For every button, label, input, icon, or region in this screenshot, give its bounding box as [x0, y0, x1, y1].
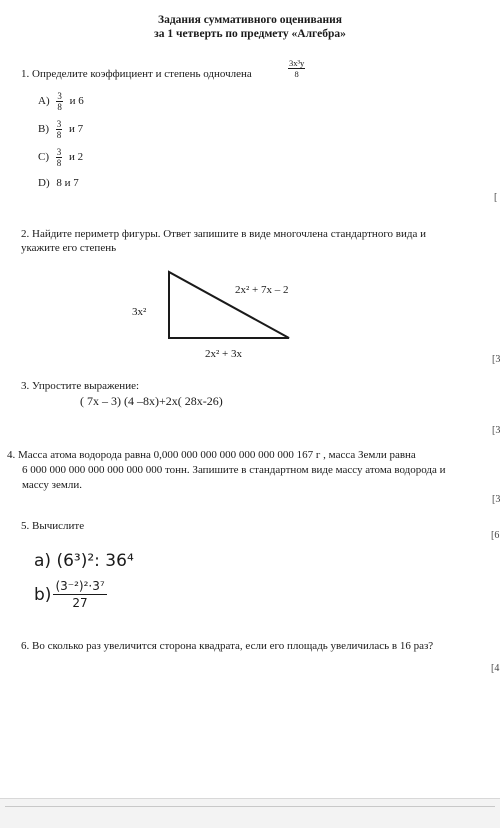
q1-option-b — [38, 119, 83, 140]
triangle-side-hypotenuse: 2x² + 7x – 2 — [235, 284, 289, 296]
margin-mark: [6 — [491, 530, 500, 541]
q2-text-line-2: укажите его степень — [21, 242, 117, 254]
part-a-label: a) — [34, 551, 52, 571]
q3-text: 3. Упростите выражение: — [21, 380, 140, 392]
title-line-1: Задания суммативного оценивания — [158, 14, 342, 26]
part-a-expression: (6³)²: 36⁴ — [56, 551, 134, 571]
option-letter: D) — [38, 177, 50, 189]
q1-monomial-numerator: 3x³y — [289, 58, 305, 68]
option-letter: C) — [38, 151, 49, 164]
q2-text-line-1: 2. Найдите периметр фигуры. Ответ запишите в виде многочлена стандартного вида и — [21, 228, 426, 240]
q1-option-c — [38, 147, 83, 168]
option-rest: и 6 — [69, 95, 84, 108]
margin-mark: [3 — [492, 494, 500, 505]
q6-text: 6. Во сколько раз увеличится сторона квадрата, если его площадь увеличилась в 16 раз? — [21, 640, 434, 652]
bottom-divider — [5, 806, 495, 807]
part-b-numerator: (3⁻²)²·3⁷ — [55, 579, 105, 593]
q4-text-line-2: 6 000 000 000 000 000 000 000 тонн. Запишите в стандартном виде массу атома водорода и — [22, 464, 446, 476]
option-rest: и 7 — [69, 123, 84, 136]
q4-text-line-1: 4. Масса атома водорода равна 0,000 000 000 000 000 000 000 167 г , масса Земли равна — [7, 449, 416, 461]
option-text: 8 и 7 — [56, 177, 79, 189]
part-b-label: b) — [34, 584, 52, 605]
triangle-side-bottom: 2x² + 3x — [205, 348, 243, 360]
part-b-denominator: 27 — [72, 596, 88, 610]
margin-mark: [3 — [492, 354, 500, 365]
q5-part-b — [34, 578, 107, 611]
margin-mark: [3 — [492, 425, 500, 436]
option-rest: и 2 — [69, 151, 84, 164]
q3-expression: ( 7x – 3) (4 –8x)+2x( 28x-26) — [80, 394, 223, 408]
title-line-2: за 1 четверть по предмету «Алгебра» — [154, 28, 346, 40]
q4-text-line-3: массу земли. — [22, 479, 82, 491]
q5-text: 5. Вычислите — [21, 520, 85, 532]
q1-monomial — [284, 58, 309, 79]
triangle-side-left: 3x² — [132, 306, 147, 318]
q1-text: 1. Определите коэффициент и степень одночлена — [21, 68, 252, 80]
option-numerator: 3 — [57, 91, 62, 101]
margin-mark: [ — [494, 192, 498, 203]
option-numerator: 3 — [56, 147, 62, 157]
q1-monomial-denominator: 8 — [294, 69, 299, 79]
option-letter: A) — [38, 95, 50, 108]
triangle-figure — [160, 268, 300, 344]
q5-part-a — [34, 550, 134, 572]
triangle-shape — [169, 272, 289, 338]
q1-option-d — [38, 176, 79, 190]
page-bottom-band — [0, 798, 500, 828]
option-denominator: 8 — [56, 130, 62, 140]
option-letter: B) — [38, 123, 49, 136]
option-numerator: 3 — [56, 119, 62, 129]
q1-option-a — [38, 91, 84, 112]
option-denominator: 8 — [57, 102, 62, 112]
margin-mark: [4 — [491, 663, 500, 674]
option-denominator: 8 — [56, 158, 62, 168]
